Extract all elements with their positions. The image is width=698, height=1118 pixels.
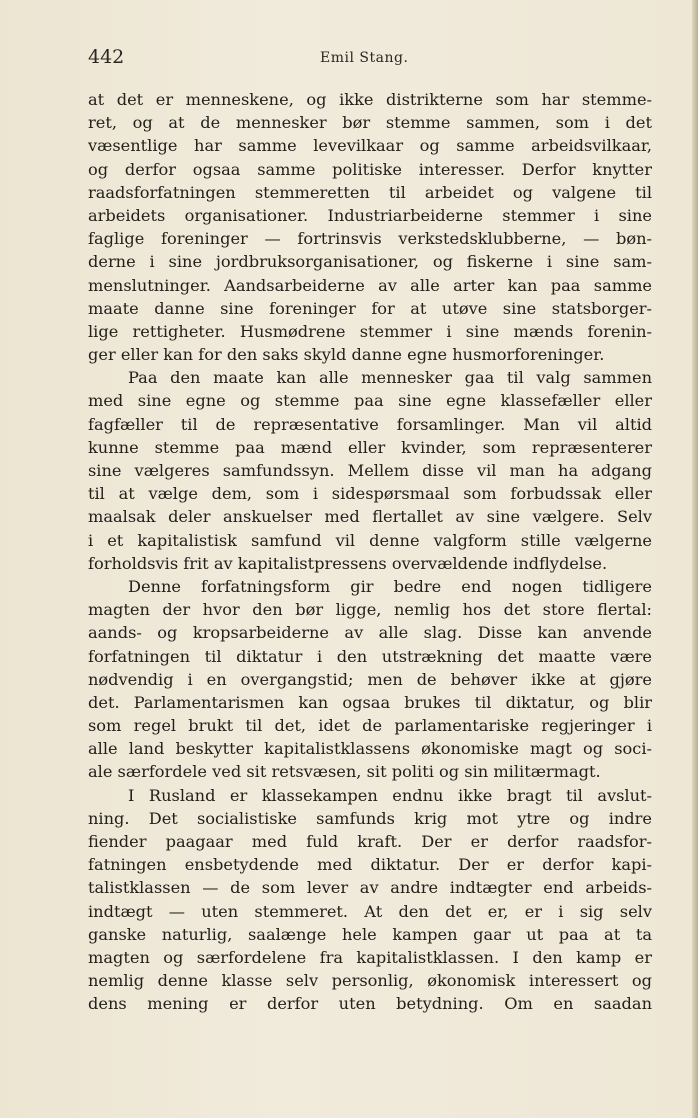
text-line: og derfor ogsaa samme politiske interesser. Derfor knytter (88, 159, 652, 179)
text-line: Paa den maate kan alle mennesker gaa til valg sammen (128, 368, 652, 388)
text-line: til at vælge dem, som i sidespørsmaal som forbudssak eller (88, 484, 652, 504)
text-line: fagfæller til de repræsentative forsamlinger. Man vil altid (88, 414, 652, 434)
text-line: sine vælgeres samfundssyn. Mellem disse vil man ha adgang (88, 461, 652, 480)
text-line: magten der hvor den bør ligge, nemlig hos det store flertal: (88, 600, 652, 620)
text-line: derne i sine jordbruksorganisationer, og fiskerne i sine sam- (88, 252, 652, 272)
text-line: med sine egne og stemme paa sine egne klassefæller eller (88, 391, 652, 411)
page-number: 442 (88, 46, 125, 68)
text-line: forfatningen til diktatur i den utstrækning det maatte være (88, 646, 652, 666)
text-line: dens mening er derfor uten betydning. Om en saadan (88, 994, 652, 1014)
text-line: faglige foreninger — fortrinsvis verkstedsklubberne, — bøn- (88, 229, 652, 249)
running-head-author: Emil Stang. (320, 50, 409, 66)
text-line: maalsak deler anskuelser med flertallet av sine vælgere. Selv (88, 507, 652, 527)
page-edge-shadow (692, 0, 698, 1118)
page-header (88, 46, 652, 72)
text-line: som regel brukt til det, idet de parlamentariske regjeringer i (88, 716, 652, 736)
text-line: ale særfordele ved sit retsvæsen, sit politi og sin militærmagt. (88, 762, 601, 782)
text-line: væsentlige har samme levevilkaar og samme arbeidsvilkaar, (88, 136, 652, 156)
text-line: i et kapitalistisk samfund vil denne valgform stille vælgerne (88, 530, 652, 550)
text-line: alle land beskytter kapitalistklassens økonomiske magt og soci- (88, 739, 652, 759)
text-line: aands- og kropsarbeiderne av alle slag. Disse kan anvende (88, 623, 652, 643)
text-line: maate danne sine foreninger for at utøve sine statsborger- (88, 298, 652, 318)
text-line: nødvendig i en overgangstid; men de behøver ikke at gjøre (88, 669, 652, 689)
text-line: raadsforfatningen stemmeretten til arbeidet og valgene til (88, 182, 652, 202)
text-line: arbeidets organisationer. Industriarbeiderne stemmer i sine (88, 205, 652, 225)
text-line: ganske naturlig, saalænge hele kampen gaar ut paa at ta (88, 924, 652, 944)
text-line: at det er menneskene, og ikke distrikterne som har stemme- (88, 90, 652, 109)
text-line: nemlig denne klasse selv personlig, økonomisk interessert og (88, 971, 652, 991)
text-line: menslutninger. Aandsarbeiderne av alle arter kan paa samme (88, 275, 652, 295)
text-line: lige rettigheter. Husmødrene stemmer i sine mænds forenin- (88, 321, 652, 341)
text-line: kunne stemme paa mænd eller kvinder, som repræsenterer (88, 437, 652, 457)
text-line: talistklassen — de som lever av andre indtægter end arbeids- (88, 878, 652, 898)
text-line: fatningen ensbetydende med diktatur. Der er derfor kapi- (88, 855, 652, 875)
text-line: Denne forfatningsform gir bedre end nogen tidligere (128, 576, 652, 596)
text-line: indtægt — uten stemmeret. At den det er, er i sig selv (88, 901, 652, 921)
text-line: forholdsvis frit av kapitalistpressens overvældende indflydelse. (88, 553, 608, 573)
text-line: ger eller kan for den saks skyld danne egne husmorforeninger. (88, 345, 605, 365)
text-line: ning. Det socialistiske samfunds krig mot ytre og indre (88, 808, 652, 828)
text-line: fiender paagaar med fuld kraft. Der er derfor raadsfor- (88, 832, 652, 851)
text-line: magten og særfordelene fra kapitalistklassen. I den kamp er (88, 947, 652, 967)
text-line: I Rusland er klassekampen endnu ikke bragt til avslut- (128, 785, 652, 805)
text-line: ret, og at de mennesker bør stemme sammen, som i det (88, 113, 652, 133)
body-text (88, 88, 652, 1016)
text-line: det. Parlamentarismen kan ogsaa brukes til diktatur, og blir (88, 692, 652, 712)
